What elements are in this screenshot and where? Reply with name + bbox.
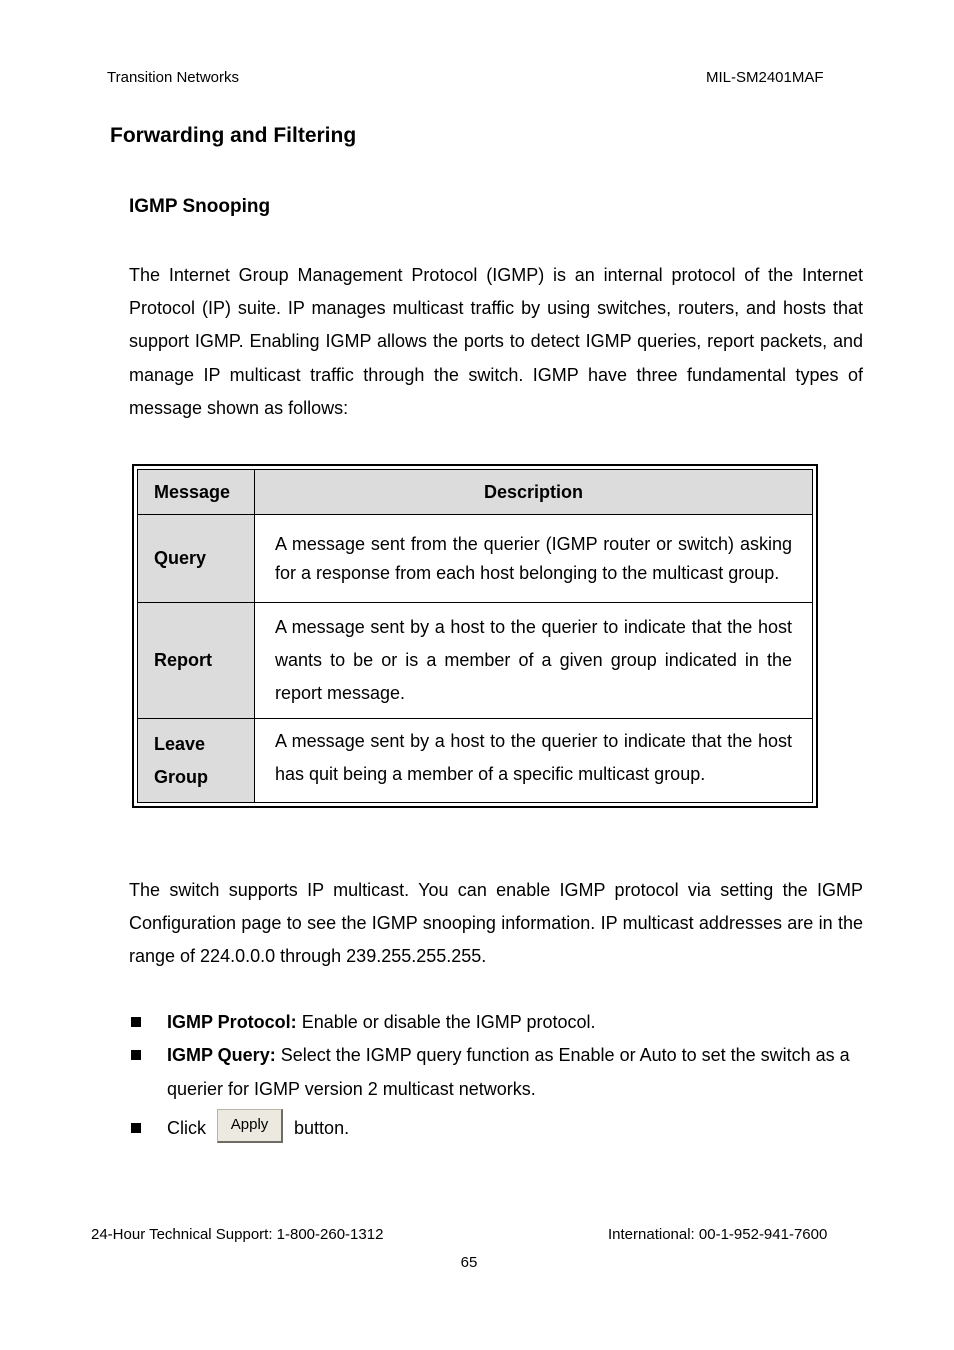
message-cell: Query [138,515,255,603]
bullet-text: Enable or disable the IGMP protocol. [296,1012,596,1032]
table-row [138,603,813,719]
bullet-label: IGMP Query: [167,1045,276,1065]
support-paragraph: The switch supports IP multicast. You can enable IGMP protocol via setting the IGMP Configuration page to see the IGMP snooping information. IP multicast addresses are in the range of 224.0.0.0 through 239.255.255.255. [129,880,863,967]
message-cell: Report [138,603,255,719]
subsection-title: IGMP Snooping [129,196,271,217]
table-header-row [138,470,813,515]
bullet-square-icon [131,1050,141,1060]
footer-international-phone: International: 00-1-952-941-7600 [608,1226,828,1243]
bullet-square-icon [131,1123,141,1133]
bullet-text: Select the IGMP query function as Enable or Auto to set the switch as a querier for IGMP version 2 multicast networks. [167,1045,850,1099]
bullet-label: IGMP Protocol: [167,1012,297,1032]
footer-support-phone: 24-Hour Technical Support: 1-800-260-1312 [91,1226,384,1243]
message-cell: Leave Group [138,719,255,803]
click-text: Click [167,1118,206,1138]
table-row [138,719,813,803]
description-cell: A message sent by a host to the querier to indicate that the host wants to be or is a member of a given group indicated in the report message. [255,603,813,719]
description-cell: A message sent from the querier (IGMP router or switch) asking for a response from each host belonging to the multicast group. [255,515,813,603]
message-table [132,464,818,808]
page-number: 65 [460,1254,478,1271]
table-row [138,515,813,603]
section-title: Forwarding and Filtering [110,124,357,147]
intro-paragraph: The Internet Group Management Protocol (IGMP) is an internal protocol of the Internet Protocol (IP) suite. IP manages multicast traffic by using switches, routers, and hosts that support IGMP. Enabling IGMP allows the ports to detect IGMP queries, report packets, and manage IP multicast traffic through the switch. IGMP have three fundamental types of message shown as follows: [129,265,863,418]
button-text: button. [294,1118,350,1138]
header-company: Transition Networks [107,69,239,86]
description-cell: A message sent by a host to the querier to indicate that the host has quit being a member of a specific multicast group. [255,719,813,803]
apply-button[interactable]: Apply [217,1109,283,1143]
table-header-description: Description [255,470,813,515]
header-model: MIL-SM2401MAF [706,69,824,86]
bullet-square-icon [131,1017,141,1027]
table-header-message: Message [138,470,255,515]
